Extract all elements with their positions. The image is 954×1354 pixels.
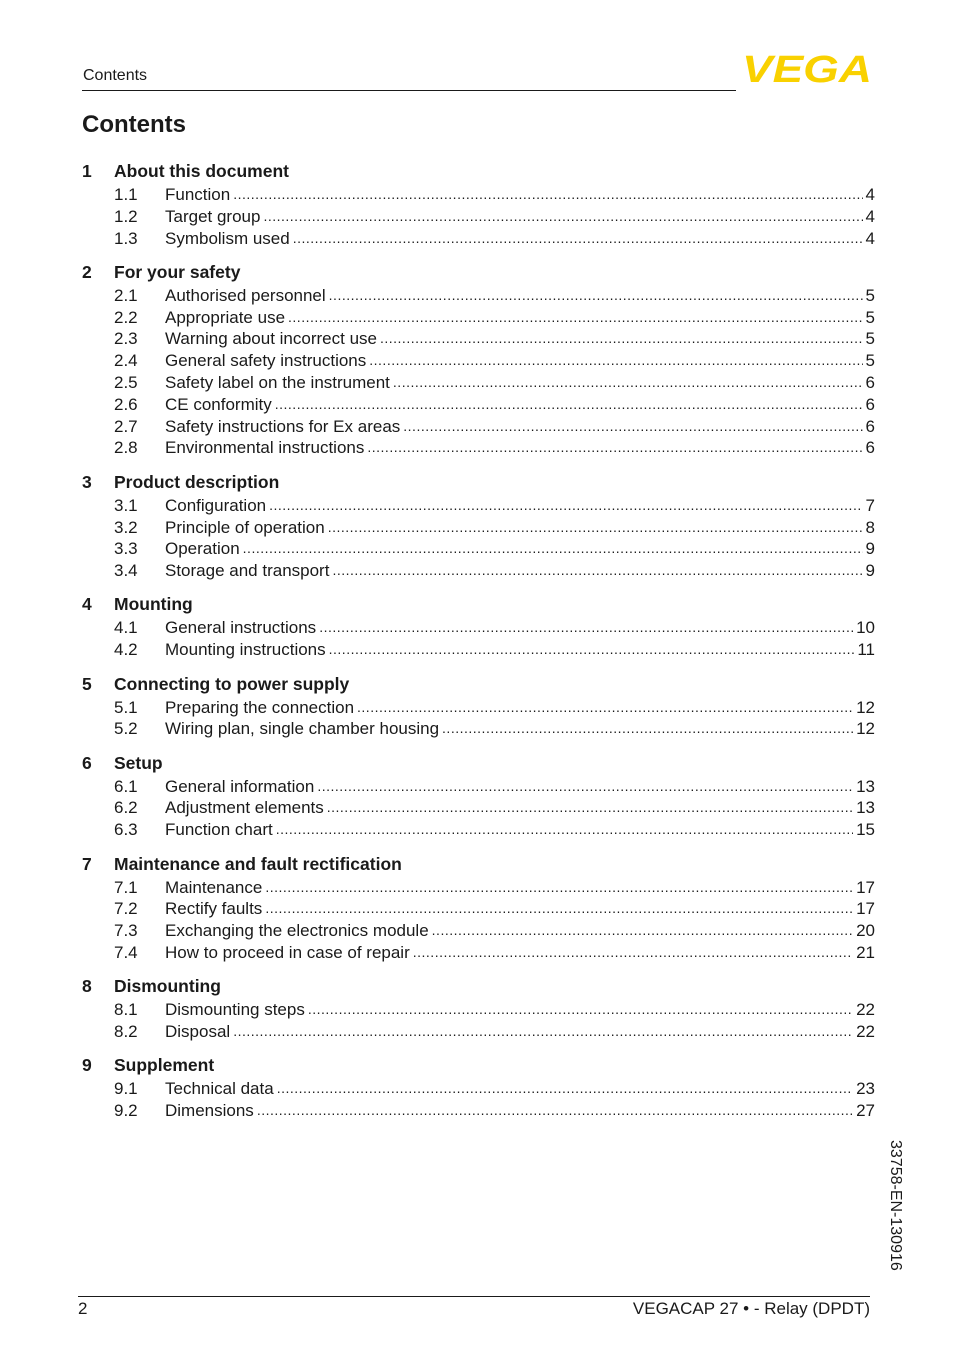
entry-number: 9.1 <box>114 1079 138 1099</box>
section-number: 8 <box>82 976 92 997</box>
entry-page-number: 22 <box>856 1022 875 1042</box>
entry-number: 8.2 <box>114 1022 138 1042</box>
toc-section <box>82 1052 875 1122</box>
toc-section <box>82 851 875 964</box>
section-title: About this document <box>114 161 289 181</box>
section-title: Dismounting <box>114 976 221 997</box>
entry-title: Rectify faults <box>165 899 263 919</box>
entry-title: Safety instructions for Ex areas <box>165 416 401 436</box>
entry-leader-dots <box>327 797 853 819</box>
toc-entry[interactable] <box>82 718 875 740</box>
entry-leader-dots <box>413 942 853 964</box>
entry-page-number: 20 <box>856 921 875 941</box>
entry-number: 7.3 <box>114 921 138 941</box>
entry-page-number: 6 <box>865 416 875 436</box>
toc-entry[interactable] <box>82 495 875 517</box>
entry-page-number: 5 <box>865 285 875 305</box>
entry-title: Appropriate use <box>165 307 286 327</box>
entry-leader-dots <box>265 877 853 899</box>
entry-number: 1.2 <box>114 206 138 226</box>
entry-leader-dots <box>369 350 862 372</box>
entry-number: 2.7 <box>114 416 138 436</box>
toc-entry[interactable] <box>82 328 875 350</box>
section-number: 9 <box>82 1055 92 1076</box>
entry-leader-dots <box>442 718 853 740</box>
entry-title: Warning about incorrect use <box>165 329 377 349</box>
toc-entry[interactable] <box>82 350 875 372</box>
entry-number: 5.2 <box>114 719 138 739</box>
entry-page-number: 4 <box>865 228 875 248</box>
entry-leader-dots <box>263 206 862 228</box>
entry-leader-dots <box>233 184 862 206</box>
entry-title: CE conformity <box>165 394 272 414</box>
entry-leader-dots <box>275 394 863 416</box>
entry-page-number: 11 <box>857 640 875 660</box>
toc-entry[interactable] <box>82 394 875 416</box>
entry-page-number: 21 <box>856 942 875 962</box>
vega-logo <box>741 50 873 86</box>
section-number: 6 <box>82 752 92 773</box>
entry-number: 3.3 <box>114 539 138 559</box>
toc-section-heading[interactable] <box>82 591 875 617</box>
header-rule <box>82 90 736 91</box>
toc-entry[interactable] <box>82 920 875 942</box>
entry-number: 6.3 <box>114 820 138 840</box>
entry-title: Preparing the connection <box>165 697 355 717</box>
entry-number: 2.3 <box>114 329 138 349</box>
entry-page-number: 23 <box>856 1079 875 1099</box>
entry-title: Disposal <box>165 1022 231 1042</box>
toc-entry[interactable] <box>82 416 875 438</box>
entry-title: Environmental instructions <box>165 438 365 458</box>
toc-entry[interactable] <box>82 898 875 920</box>
entry-leader-dots <box>329 285 863 307</box>
toc-entry[interactable] <box>82 228 875 250</box>
toc-entry[interactable] <box>82 877 875 899</box>
toc-entry[interactable] <box>82 206 875 228</box>
entry-number: 2.4 <box>114 351 138 371</box>
entry-page-number: 9 <box>865 561 875 581</box>
entry-number: 3.4 <box>114 561 138 581</box>
entry-leader-dots <box>288 307 863 329</box>
section-number: 3 <box>82 471 92 492</box>
entry-page-number: 22 <box>856 1000 875 1020</box>
toc-entry[interactable] <box>82 372 875 394</box>
section-number: 1 <box>82 161 92 181</box>
entry-page-number: 6 <box>865 438 875 458</box>
entry-page-number: 4 <box>865 185 875 204</box>
entry-leader-dots <box>317 776 853 798</box>
entry-number: 9.2 <box>114 1101 138 1121</box>
footer-rule <box>78 1296 870 1297</box>
entry-leader-dots <box>329 639 855 661</box>
entry-page-number: 9 <box>865 539 875 559</box>
toc-entry[interactable] <box>82 1021 875 1043</box>
entry-number: 2.2 <box>114 307 138 327</box>
section-number: 2 <box>82 261 92 282</box>
entry-page-number: 5 <box>865 307 875 327</box>
section-number: 5 <box>82 673 92 694</box>
entry-leader-dots <box>319 617 853 639</box>
section-title: Connecting to power supply <box>114 673 350 694</box>
entry-page-number: 5 <box>865 351 875 371</box>
entry-leader-dots <box>308 999 853 1021</box>
toc-entry[interactable] <box>82 437 875 459</box>
section-title: Maintenance and fault rectification <box>114 853 402 874</box>
entry-title: General safety instructions <box>165 351 367 371</box>
section-number: 7 <box>82 853 92 874</box>
entry-leader-dots <box>276 819 853 841</box>
section-title: Mounting <box>114 594 193 615</box>
entry-leader-dots <box>277 1078 853 1100</box>
entry-leader-dots <box>403 416 862 438</box>
entry-title: Dismounting steps <box>165 1000 305 1020</box>
toc-section-heading[interactable] <box>82 973 875 999</box>
footer-page-number: 2 <box>78 1299 88 1318</box>
document-code: 33758-EN-130916 <box>887 1140 904 1271</box>
toc-entry[interactable] <box>82 285 875 307</box>
toc-section <box>82 750 875 841</box>
entry-title: Authorised personnel <box>165 285 326 305</box>
entry-number: 3.2 <box>114 517 138 537</box>
toc-section-heading[interactable] <box>82 158 875 184</box>
toc-section-heading[interactable] <box>82 750 875 776</box>
entry-number: 6.1 <box>114 776 138 796</box>
toc-section <box>82 591 875 661</box>
entry-leader-dots <box>257 1100 853 1122</box>
section-title: Supplement <box>114 1055 215 1076</box>
logo-text: VEGA <box>742 50 872 86</box>
entry-number: 1.3 <box>114 228 138 248</box>
toc-entry[interactable] <box>82 517 875 539</box>
entry-title: General information <box>165 776 315 796</box>
toc-entry[interactable] <box>82 617 875 639</box>
entry-leader-dots <box>233 1021 853 1043</box>
entry-leader-dots <box>357 697 853 719</box>
entry-page-number: 7 <box>865 495 875 515</box>
entry-page-number: 27 <box>856 1101 875 1121</box>
entry-title: Maintenance <box>165 877 263 897</box>
header-label: Contents <box>83 67 148 84</box>
entry-leader-dots <box>332 560 862 582</box>
entry-number: 7.1 <box>114 877 138 897</box>
entry-page-number: 12 <box>856 719 875 739</box>
entry-title: Function chart <box>165 820 273 840</box>
toc-entry[interactable] <box>82 560 875 582</box>
entry-title: Technical data <box>165 1079 274 1099</box>
entry-title: Configuration <box>165 495 267 515</box>
toc-section <box>82 469 875 582</box>
entry-title: Function <box>165 185 231 204</box>
entry-number: 2.6 <box>114 394 138 414</box>
entry-title: Mounting instructions <box>165 640 326 660</box>
entry-number: 7.2 <box>114 899 138 919</box>
entry-number: 2.8 <box>114 438 138 458</box>
entry-leader-dots <box>380 328 863 350</box>
entry-title: Principle of operation <box>165 517 325 537</box>
toc-entry[interactable] <box>82 776 875 798</box>
section-title: Setup <box>114 752 163 773</box>
entry-number: 1.1 <box>114 185 138 204</box>
toc-entry[interactable] <box>82 184 875 206</box>
toc-entry[interactable] <box>82 1100 875 1122</box>
entry-title: How to proceed in case of repair <box>165 942 410 962</box>
entry-leader-dots <box>269 495 862 517</box>
entry-number: 8.1 <box>114 1000 138 1020</box>
entry-leader-dots <box>367 437 862 459</box>
entry-page-number: 13 <box>856 776 875 796</box>
entry-leader-dots <box>432 920 853 942</box>
entry-leader-dots <box>293 228 863 250</box>
section-title: For your safety <box>114 261 241 282</box>
toc-section-heading[interactable] <box>82 469 875 495</box>
entry-title: Exchanging the electronics module <box>165 921 429 941</box>
entry-page-number: 10 <box>856 618 875 638</box>
entry-page-number: 17 <box>856 877 875 897</box>
entry-page-number: 13 <box>856 798 875 818</box>
toc-entry[interactable] <box>82 639 875 661</box>
entry-page-number: 6 <box>865 373 875 393</box>
toc-section <box>82 158 875 249</box>
toc-section-heading[interactable] <box>82 259 875 285</box>
entry-title: Safety label on the instrument <box>165 373 390 393</box>
entry-page-number: 6 <box>865 394 875 414</box>
entry-page-number: 4 <box>865 206 875 226</box>
entry-leader-dots <box>265 898 853 920</box>
toc-entry[interactable] <box>82 999 875 1021</box>
section-number: 4 <box>82 594 92 615</box>
footer-product-name: VEGACAP 27 • - Relay (DPDT) <box>632 1299 870 1318</box>
entry-number: 2.5 <box>114 373 138 393</box>
entry-page-number: 12 <box>856 697 875 717</box>
toc-section-heading[interactable] <box>82 1052 875 1078</box>
table-of-contents <box>82 158 875 1131</box>
toc-section <box>82 973 875 1043</box>
entry-leader-dots <box>243 538 863 560</box>
entry-title: Storage and transport <box>165 561 330 581</box>
section-title: Product description <box>114 471 280 492</box>
entry-page-number: 5 <box>865 329 875 349</box>
toc-entry[interactable] <box>82 797 875 819</box>
toc-entry[interactable] <box>82 819 875 841</box>
toc-entry[interactable] <box>82 307 875 329</box>
toc-section-heading[interactable] <box>82 671 875 697</box>
entry-number: 3.1 <box>114 495 138 515</box>
entry-number: 4.2 <box>114 640 138 660</box>
toc-entry[interactable] <box>82 697 875 719</box>
entry-leader-dots <box>328 517 863 539</box>
entry-title: Symbolism used <box>165 228 290 248</box>
toc-section <box>82 671 875 741</box>
entry-number: 4.1 <box>114 618 138 638</box>
entry-leader-dots <box>393 372 863 394</box>
entry-page-number: 15 <box>856 820 875 840</box>
entry-title: Wiring plan, single chamber housing <box>165 719 440 739</box>
toc-entry[interactable] <box>82 1078 875 1100</box>
entry-page-number: 8 <box>865 517 875 537</box>
entry-title: Target group <box>165 206 261 226</box>
page-title: Contents <box>82 111 186 138</box>
toc-entry[interactable] <box>82 942 875 964</box>
entry-page-number: 17 <box>856 899 875 919</box>
toc-section <box>82 259 875 459</box>
entry-title: Dimensions <box>165 1101 254 1121</box>
entry-number: 6.2 <box>114 798 138 818</box>
entry-title: Operation <box>165 539 240 559</box>
entry-title: General instructions <box>165 618 317 638</box>
entry-title: Adjustment elements <box>165 798 324 818</box>
entry-number: 2.1 <box>114 285 138 305</box>
entry-number: 5.1 <box>114 697 138 717</box>
toc-entry[interactable] <box>82 538 875 560</box>
toc-section-heading[interactable] <box>82 851 875 877</box>
entry-number: 7.4 <box>114 942 138 962</box>
